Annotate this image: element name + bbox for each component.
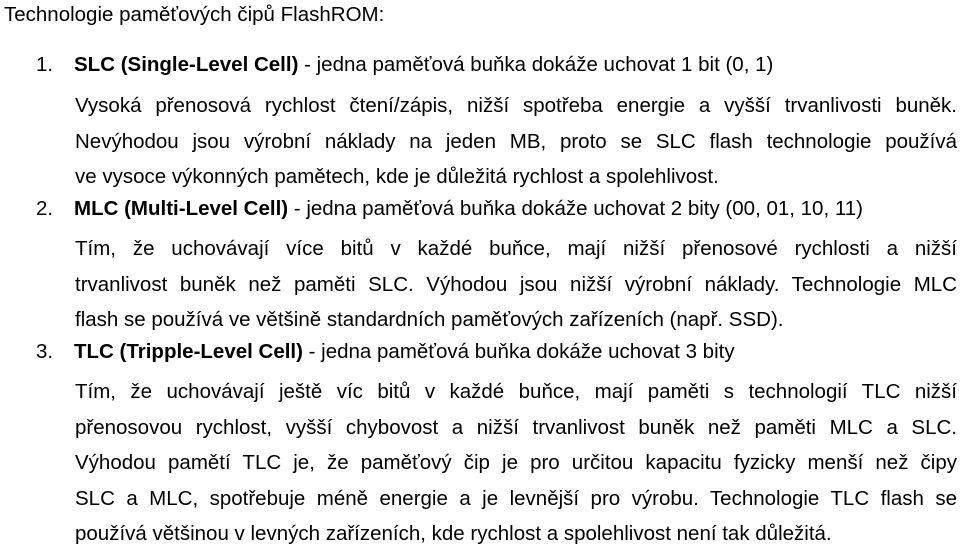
list-item-definition: - jedna paměťová buňka dokáže uchovat 1 bit (0, 1) <box>298 53 774 76</box>
document-heading: Technologie paměťových čipů FlashROM: <box>4 3 385 26</box>
paragraph-line: používá většinou v levných zařízeních, kde rychlost a spolehlivost není tak důležitá. <box>75 522 832 545</box>
list-item-mlc-paragraph <box>75 231 957 338</box>
list-item-term: TLC (Tripple-Level Cell) <box>74 340 303 363</box>
list-item-term: MLC (Multi-Level Cell) <box>74 197 289 220</box>
paragraph-line: flash se používá ve většině standardních paměťových zařízeních (např. SSD). <box>75 308 784 331</box>
list-item-number: 3. <box>36 340 54 363</box>
paragraph-line: Vysoká přenosová rychlost čtení/zápis, nižší spotřeba energie a vyšší trvanlivosti buněk. <box>75 94 957 117</box>
paragraph-line: Tím, že uchovávají ještě víc bitů v každé buňce, mají paměti s technologií TLC nižší <box>75 380 957 403</box>
paragraph-line: Výhodou pamětí TLC je, že paměťový čip je pro určitou kapacitu fyzicky menší než čipy <box>75 451 957 474</box>
list-item-slc-paragraph <box>75 88 957 195</box>
paragraph-line: přenosovou rychlost, vyšší chybovost a nižší trvanlivost buněk než paměti MLC a SLC. <box>75 415 957 439</box>
list-item-definition: - jedna paměťová buňka dokáže uchovat 2 bity (00, 01, 10, 11) <box>288 197 863 220</box>
list-item-number: 1. <box>36 53 54 76</box>
paragraph-line: Nevýhodou jsou výrobní náklady na jeden MB, proto se SLC flash technologie používá <box>75 129 957 153</box>
paragraph-line: Tím, že uchovávají více bitů v každé buňce, mají nižší přenosové rychlosti a nižší <box>75 237 957 260</box>
list-item-definition: - jedna paměťová buňka dokáže uchovat 3 bity <box>302 340 735 363</box>
list-item-mlc-heading <box>36 194 863 224</box>
paragraph-line: SLC a MLC, spotřebuje méně energie a je levnější pro výrobu. Technologie TLC flash se <box>75 486 957 510</box>
list-item-term: SLC (Single-Level Cell) <box>74 53 299 76</box>
list-item-tlc-heading <box>36 337 735 367</box>
paragraph-line: ve vysoce výkonných pamětech, kde je důležitá rychlost a spolehlivost. <box>75 165 719 188</box>
paragraph-line: trvanlivost buněk než paměti SLC. Výhodou jsou nižší výrobní náklady. Technologie MLC <box>75 272 957 296</box>
list-item-slc-heading <box>36 50 773 80</box>
list-item-number: 2. <box>36 197 54 220</box>
list-item-tlc-paragraph <box>75 374 957 552</box>
